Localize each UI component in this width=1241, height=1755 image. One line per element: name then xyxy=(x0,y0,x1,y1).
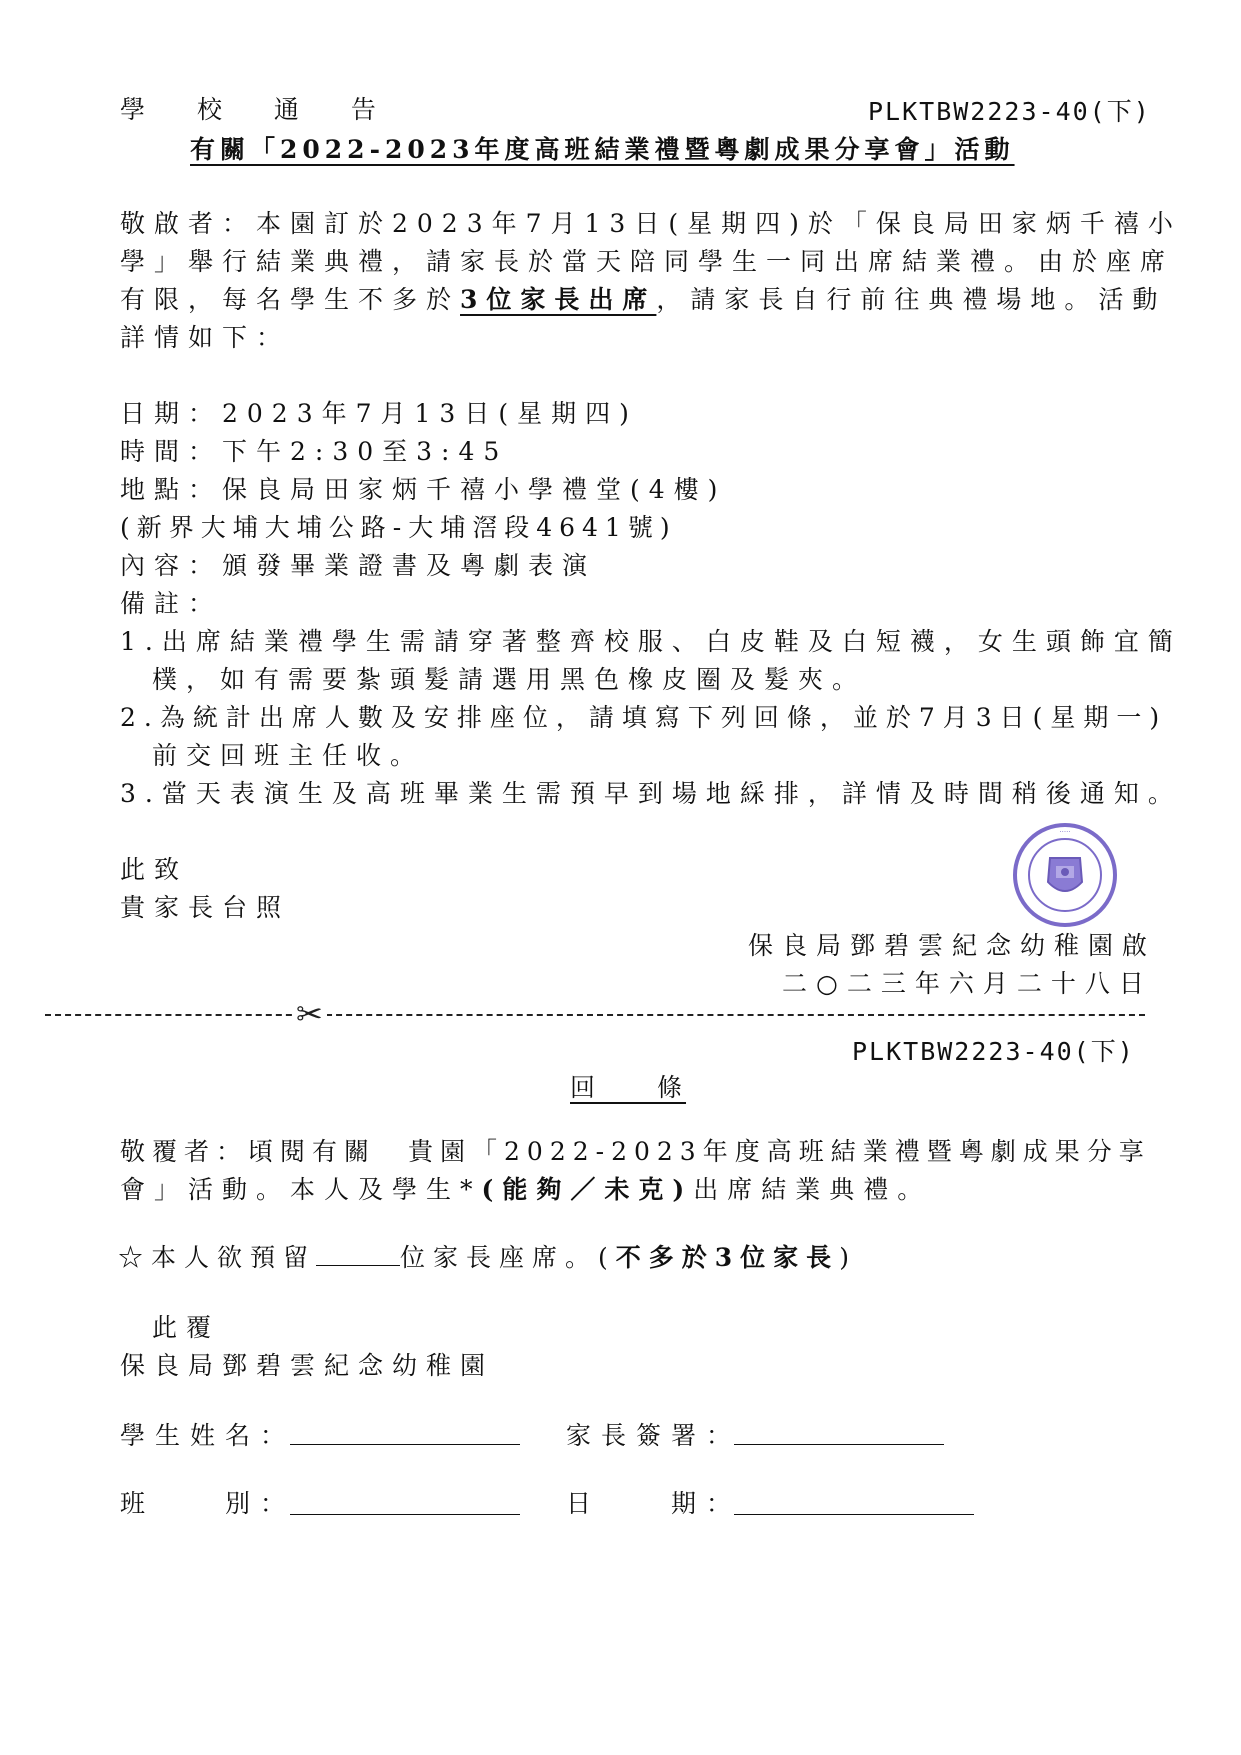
notice-label: 學 校 通 告 xyxy=(120,95,398,124)
remarks-label: 備註： xyxy=(120,589,223,618)
detail-date: 日期：2023年7月13日(星期四) xyxy=(120,399,638,428)
detail-venue: 地點：保良局田家炳千禧小學禮堂(4樓) xyxy=(120,475,727,504)
attend-choice[interactable]: (能夠／未克) xyxy=(481,1175,694,1204)
remark-2a: 2.為統計出席人數及安排座位，請填寫下列回條，並於7月3日(星期一) xyxy=(120,703,1168,732)
cut-line xyxy=(45,1014,1145,1016)
parent-sign-label: 家長簽署： xyxy=(566,1421,742,1450)
detail-time: 時間：下午2:30至3:45 xyxy=(120,437,509,466)
remark-1b: 樸，如有需要紮頭髮請選用黑色橡皮圈及髮夾。 xyxy=(152,665,867,694)
intro-line-3-post: ，請家長自行前往典禮場地。活動 xyxy=(656,285,1167,314)
closing-line-2: 貴家長台照 xyxy=(120,893,291,922)
intro-line-3-pre: 有限，每名學生不多於 xyxy=(120,285,461,314)
intro-line-2: 學」舉行結業典禮，請家長於當天陪同學生一同出席結業禮。由於座席 xyxy=(120,247,1175,276)
student-name-field[interactable] xyxy=(290,1444,520,1445)
notice-date: 二○二三年六月二十八日 xyxy=(782,969,1153,998)
reply-ref: PLKTBW2223-40(下) xyxy=(852,1037,1135,1066)
notice-ref: PLKTBW2223-40(下) xyxy=(868,97,1151,126)
date-label: 日 期： xyxy=(566,1489,742,1518)
class-field[interactable] xyxy=(290,1514,520,1515)
closing-line-1: 此致 xyxy=(120,855,189,884)
remark-3: 3.當天表演生及高班畢業生需預早到場地綵排，詳情及時間稍後通知。 xyxy=(120,779,1182,808)
remark-1a: 1.出席結業禮學生需請穿著整齊校服、白皮鞋及白短襪，女生頭飾宜簡 xyxy=(120,627,1182,656)
detail-content: 內容：頒發畢業證書及粵劇表演 xyxy=(120,551,597,580)
reply-line-1: 敬覆者：頃閱有關 貴園「2022-2023年度高班結業禮暨粵劇成果分享 xyxy=(120,1137,1151,1166)
school-seal xyxy=(1010,820,1120,930)
signer: 保良局鄧碧雲紀念幼稚園啟 xyxy=(748,931,1157,960)
intro-line-4: 詳情如下： xyxy=(120,323,291,352)
intro-line-1: 敬啟者：本園訂於2023年7月13日(星期四)於「保良局田家炳千禧小 xyxy=(120,209,1182,238)
seat-post: ) xyxy=(839,1243,857,1272)
seat-count-field[interactable] xyxy=(316,1243,400,1266)
parent-limit-highlight: 3位家長出席 xyxy=(460,285,657,314)
reply-close-1: 此覆 xyxy=(152,1313,221,1342)
seat-line xyxy=(118,1240,857,1276)
notice-title: 有關「2022-2023年度高班結業禮暨粵劇成果分享會」活動 xyxy=(190,135,1015,164)
svg-text:·····: ····· xyxy=(1059,828,1071,836)
detail-address: (新界大埔大埔公路-大埔滘段4641號) xyxy=(120,513,677,542)
date-field[interactable] xyxy=(734,1514,974,1515)
reply-title: 回 條 xyxy=(570,1073,687,1102)
seat-mid: 位家長座席。( xyxy=(400,1243,616,1272)
student-name-label: 學生姓名： xyxy=(120,1421,296,1450)
class-label: 班 別： xyxy=(120,1489,296,1518)
seat-pre: ☆本人欲預留 xyxy=(118,1243,317,1272)
reply-line-2-pre: 會」活動。本人及學生* xyxy=(120,1175,482,1204)
reply-line-2 xyxy=(120,1172,931,1208)
intro-line-3 xyxy=(120,282,1166,318)
scissors-icon: ✂ xyxy=(292,996,327,1032)
parent-sign-field[interactable] xyxy=(734,1444,944,1445)
seat-limit: 不多於3位家長 xyxy=(615,1243,840,1272)
reply-close-2: 保良局鄧碧雲紀念幼稚園 xyxy=(120,1351,495,1380)
remark-2b: 前交回班主任收。 xyxy=(152,741,425,770)
reply-line-2-post: 出席結業典禮。 xyxy=(693,1175,932,1204)
